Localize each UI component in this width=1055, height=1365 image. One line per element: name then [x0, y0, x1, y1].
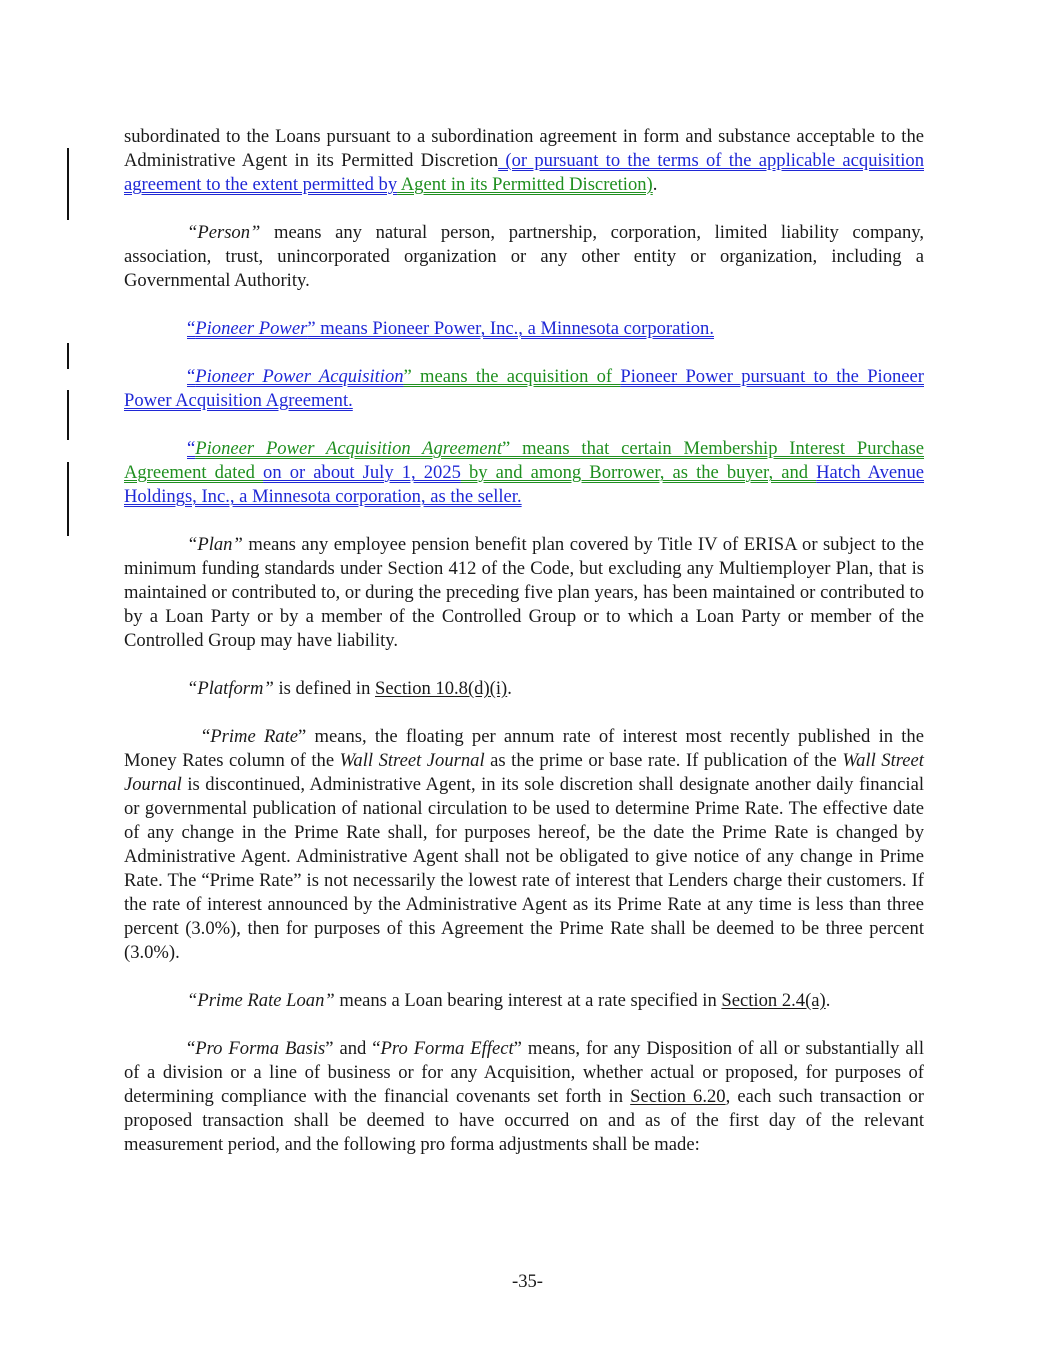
- definition-pioneer-power: “Pioneer Power” means Pioneer Power, Inc., a Minnesota corporation.: [187, 318, 714, 339]
- inserted-text: (or pursuant to the terms of the applicable acquisition agreement to the extent permitted by: [124, 150, 924, 195]
- change-bar: [67, 390, 69, 440]
- definition-person: “Person” means any natural person, partnership, corporation, limited liability company, association, trust, unincorporated organization or any other entity or organization, including a Governmental Authority.: [124, 222, 924, 291]
- defined-term: “Platform”: [187, 678, 274, 699]
- defined-term: “Prime Rate Loan”: [187, 990, 335, 1011]
- defined-term: Pioneer Power: [195, 318, 308, 339]
- definition-platform: “Platform” is defined in Section 10.8(d)(i).: [187, 678, 512, 699]
- defined-term: Pioneer Power Acquisition Agreement: [195, 438, 503, 459]
- defined-term: Prime Rate: [210, 726, 299, 747]
- section-reference: Section 10.8(d)(i): [375, 678, 508, 699]
- definition-pioneer-power-acquisition: “Pioneer Power Acquisition” means the acquisition of Pioneer Power pursuant to the Pioneer Power Acquisition Agreement.: [124, 366, 924, 411]
- paragraph-subordinated-continuation: subordinated to the Loans pursuant to a subordination agreement in form and substance acceptable to the Administrative Agent in its Permitted Discretion (or pursuant to the terms of the applicable acquisition agreement to the extent permitted by Agent in its Permitted Discretion).: [124, 126, 924, 195]
- definition-prime-rate: “Prime Rate” means, the floating per annum rate of interest most recently published in the Money Rates column of the Wall Street Journal as the prime or base rate. If publication of the Wall Street Journal is discontinued, Administrative Agent, in its sole discretion shall designate another daily financial or governmental publication of national circulation to be used to determine Prime Rate. The effective date of any change in the Prime Rate shall, for purposes hereof, be the date the Prime Rate is changed by Administrative Agent. Administrative Agent shall not be obligated to give notice of any change in Prime Rate. The “Prime Rate” is not necessarily the lowest rate of interest that Lenders charge their customers. If the rate of interest announced by the Administrative Agent as its Prime Rate at any time is less than three percent (3.0%), then for purposes of this Agreement the Prime Rate shall be deemed to be three percent (3.0%).: [124, 726, 924, 963]
- section-reference: Section 2.4(a): [721, 990, 826, 1011]
- change-bar: [67, 343, 69, 369]
- change-bar: [67, 148, 69, 220]
- defined-term: Pro Forma Basis: [195, 1038, 326, 1059]
- section-reference: Section 6.20: [630, 1086, 726, 1107]
- defined-term: “Plan”: [187, 534, 243, 555]
- definition-pioneer-power-acquisition-agreement: “Pioneer Power Acquisition Agreement” means that certain Membership Interest Purchase Agreement dated on or about July 1, 2025 by and among Borrower, as the buyer, and Hatch Avenue Holdings, Inc., a Minnesota corporation, as the seller.: [124, 438, 925, 507]
- definition-prime-rate-loan: “Prime Rate Loan” means a Loan bearing interest at a rate specified in Section 2.4(a).: [187, 990, 831, 1011]
- change-bar: [67, 462, 69, 536]
- inserted-text: Agent in its Permitted Discretion): [397, 174, 653, 195]
- defined-term: Pro Forma Effect: [380, 1038, 514, 1059]
- defined-term: Pioneer Power Acquisition: [195, 366, 404, 387]
- definition-plan: “Plan” means any employee pension benefit plan covered by Title IV of ERISA or subject to the minimum funding standards under Section 412 of the Code, but excluding any Multiemployer Plan, that is maintained or contributed to, or during the preceding five plan years, has been maintained or contributed to by a Loan Party or by a member of the Controlled Group or to which a Loan Party or member of the Controlled Group may have liability.: [124, 534, 924, 651]
- defined-term: “Person”: [187, 222, 261, 243]
- page-number: -35-: [512, 1271, 543, 1292]
- definition-pro-forma-basis: “Pro Forma Basis” and “Pro Forma Effect” means, for any Disposition of all or substantially all of a division or a line of business or for any Acquisition, whether actual or proposed, for purposes of determining compliance with the financial covenants set forth in Section 6.20, each such transaction or proposed transaction shall be deemed to have occurred on and as of the first day of the relevant measurement period, and the following pro forma adjustments shall be made:: [124, 1038, 924, 1155]
- document-page: [124, 125, 924, 1181]
